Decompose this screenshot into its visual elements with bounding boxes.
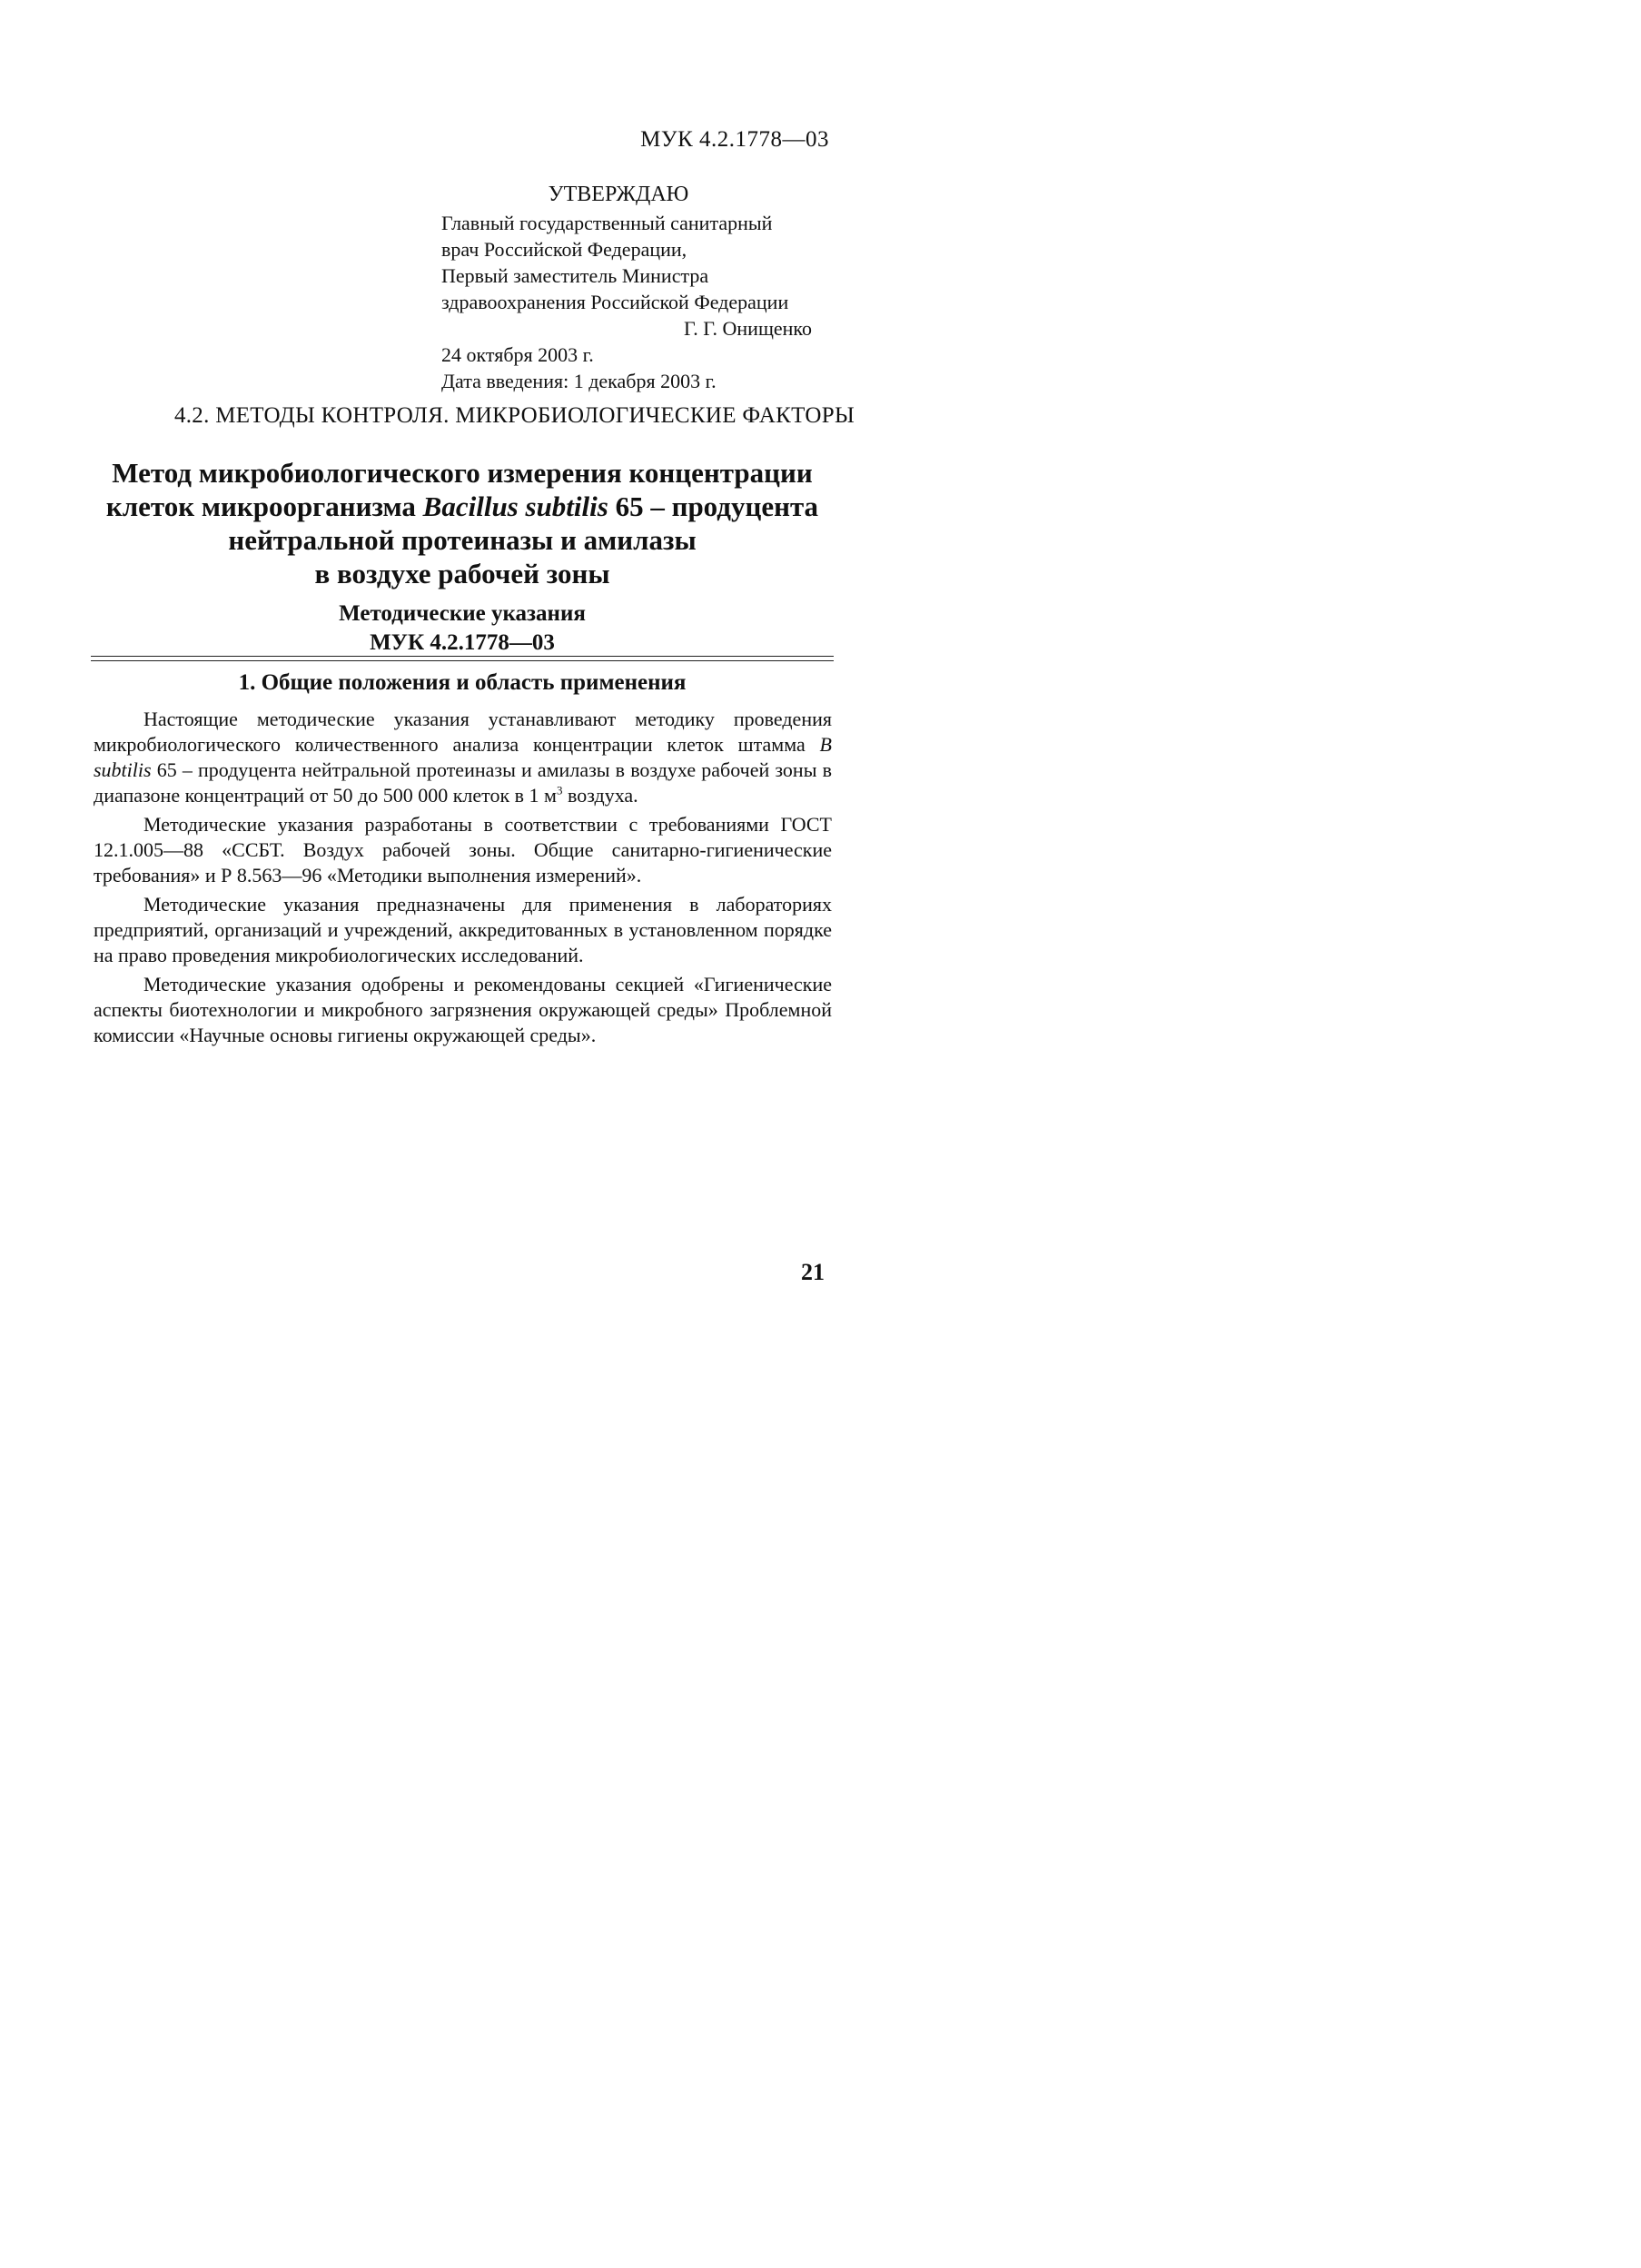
title-line: Метод микробиологического измерения концентрации (112, 457, 813, 489)
approval-block (441, 182, 832, 394)
title-line: нейтральной протеиназы и амилазы (228, 524, 697, 556)
approval-signer: Г. Г. Онищенко (684, 317, 812, 340)
approval-heading: УТВЕРЖДАЮ (548, 183, 689, 206)
title-line: в воздухе рабочей зоны (314, 558, 610, 589)
approval-line: Главный государственный санитарный (441, 212, 773, 234)
effective-date: Дата введения: 1 декабря 2003 г. (441, 370, 717, 392)
paragraph-text: Настоящие методические указания устанавливают методику проведения микробиологического количественного анализа концентрации клеток штамма (94, 708, 832, 756)
section-heading: 4.2. МЕТОДЫ КОНТРОЛЯ. МИКРОБИОЛОГИЧЕСКИЕ ФАКТОРЫ (173, 403, 855, 428)
divider (91, 656, 834, 657)
title-text: 65 – продуцента (608, 490, 819, 522)
paragraph-text: 65 – продуцента нейтральной протеиназы и амилазы в воздухе рабочей зоны в диапазоне концентраций от 50 до 500 000 клеток в 1 м (94, 758, 832, 807)
superscript: 3 (556, 783, 563, 797)
approval-line: врач Российской Федерации, (441, 238, 687, 261)
paragraph: Методические указания одобрены и рекомендованы секцией «Гигиенические аспекты биотехнологии и микробного загрязнения окружающей среды» Проблемной комиссии «Научные основы гигиены окружающей среды». (94, 973, 832, 1046)
approval-line: Первый заместитель Министра (441, 264, 709, 287)
paragraph: Методические указания предназначены для применения в лабораториях предприятий, организаций и учреждений, аккредитованных в установленном порядке на право проведения микробиологических исследований. (94, 893, 832, 966)
document-title (0, 456, 924, 590)
title-text: клеток микроорганизма (105, 490, 423, 522)
body-text (94, 707, 832, 1052)
subtitle-code: МУК 4.2.1778—03 (370, 630, 555, 655)
approval-date: 24 октября 2003 г. (441, 343, 594, 366)
species-name: B subtilis (94, 733, 832, 781)
chapter-heading: 1. Общие положения и область применения (238, 670, 687, 695)
paragraph-text: воздуха. (562, 784, 638, 807)
approval-line: здравоохранения Российской Федерации (441, 291, 789, 313)
document-subtitle (0, 599, 924, 658)
page-number: 21 (801, 1259, 825, 1285)
subtitle-line: Методические указания (339, 601, 586, 626)
document-code: МУК 4.2.1778—03 (640, 127, 829, 152)
paragraph (94, 707, 832, 808)
paragraph: Методические указания разработаны в соответствии с требованиями ГОСТ 12.1.005—88 «ССБТ. Воздух рабочей зоны. Общие санитарно-гигиенические требования» и Р 8.563—96 «Методики выполнения измерений». (94, 813, 832, 886)
divider (91, 660, 834, 661)
species-name: Bacillus subtilis (422, 490, 608, 522)
title-line (0, 490, 924, 523)
